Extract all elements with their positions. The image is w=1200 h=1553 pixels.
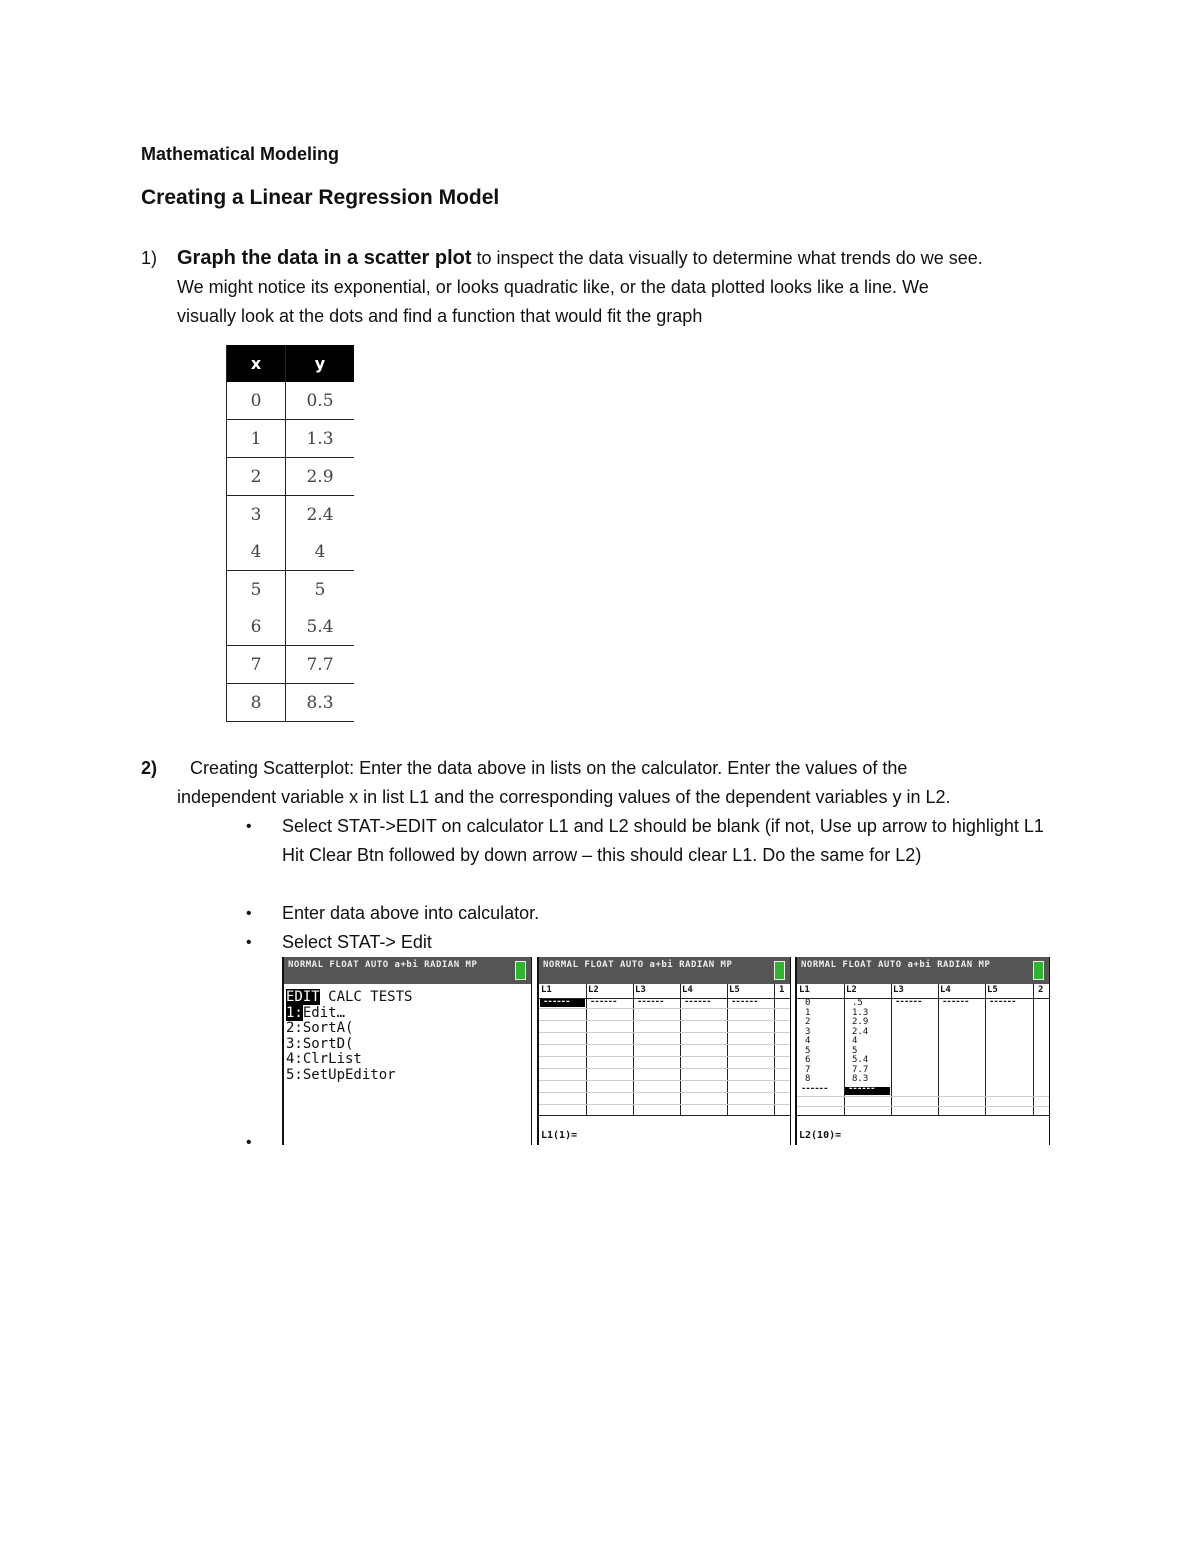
entry-line[interactable]: L1(1)= — [541, 1130, 578, 1141]
grid-line — [797, 1096, 1049, 1097]
bullet-item — [246, 812, 1066, 870]
list-cell[interactable]: 5.4 — [852, 1055, 869, 1065]
list-cell[interactable]: 4 — [852, 1036, 858, 1046]
list-end-marker: ------ — [637, 997, 664, 1007]
list-end-marker: ------ — [895, 997, 922, 1007]
step-2-line-2: independent variable x in list L1 and the corresponding values of the dependent variables y in L2. — [177, 787, 951, 807]
list-cell[interactable]: 1 — [805, 1007, 811, 1018]
bullet-item — [246, 899, 1066, 928]
column-index: 2 — [1038, 985, 1044, 995]
grid-line — [539, 1008, 790, 1009]
data-table — [226, 345, 354, 722]
list-cell[interactable]: 4 — [805, 1036, 811, 1046]
entry-line[interactable]: L2(10)= — [799, 1130, 842, 1141]
table-cell-x: 8 — [227, 684, 286, 722]
list-cell[interactable]: 2.4 — [852, 1026, 869, 1037]
table-cell-x: 5 — [227, 571, 286, 609]
table-cell-y: 4 — [314, 541, 326, 562]
menu-item-key: 1: — [286, 1004, 303, 1021]
table-row — [227, 646, 355, 684]
grid-line — [539, 1032, 790, 1033]
table-cell-y: 5 — [286, 571, 355, 609]
list-l2-values — [852, 999, 868, 1085]
calculator-screen-stat-menu — [282, 957, 532, 1145]
list-header: L1 — [799, 985, 810, 995]
calculator-status-bar — [797, 957, 1049, 984]
menu-item-label: SetUpEditor — [302, 1066, 396, 1083]
menu-item-label: Edit… — [302, 1004, 346, 1021]
menu-item-key: 4: — [286, 1051, 303, 1067]
menu-item[interactable] — [286, 1068, 529, 1084]
menu-item[interactable] — [286, 1037, 529, 1053]
bullet-icon: • — [246, 905, 252, 922]
grid-line — [539, 1068, 790, 1069]
step-1-number: 1) — [141, 248, 158, 268]
table-cell-y: 7.7 — [286, 646, 355, 684]
menu-item-label: ClrList — [302, 1051, 362, 1067]
grid-line — [797, 1115, 1049, 1116]
list-cell[interactable]: 2 — [805, 1017, 811, 1027]
battery-icon — [1033, 961, 1044, 980]
table-cell-y: 2.4 — [286, 496, 355, 534]
table-row — [227, 684, 355, 722]
list-cell[interactable]: 1.3 — [852, 1007, 869, 1018]
menu-item-label: SortA( — [302, 1020, 354, 1036]
step-1-line-2: We might notice its exponential, or looks quadratic like, or the data plotted looks like a line. We — [177, 277, 929, 297]
step-1-text: to inspect the data visually to determine what trends do we see. — [471, 248, 983, 268]
list-header: L5 — [729, 985, 740, 995]
bullet-item — [246, 928, 1066, 957]
list-cell[interactable]: 0 — [805, 998, 811, 1008]
list-end-marker: ------ — [731, 997, 758, 1007]
table-row — [227, 533, 355, 571]
grid-line — [539, 1044, 790, 1045]
menu-item-key: 2: — [286, 1020, 303, 1036]
list-header: L3 — [893, 985, 904, 995]
list-header: L2 — [846, 985, 857, 995]
table-row — [227, 458, 355, 496]
list-cell[interactable]: 7 — [805, 1064, 811, 1075]
list-cell[interactable]: 7.7 — [852, 1064, 869, 1075]
list-cell[interactable]: 2.9 — [852, 1017, 869, 1027]
table-row — [227, 608, 355, 646]
list-cell[interactable]: 8.3 — [852, 1074, 869, 1084]
column-index: 1 — [779, 985, 785, 995]
list-cell[interactable]: .5 — [852, 998, 863, 1008]
list-cell[interactable]: 6 — [805, 1055, 811, 1065]
step-1-lead: Graph the data in a scatter plot — [177, 247, 472, 269]
list-header: L1 — [541, 985, 552, 995]
bullet-icon: • — [246, 818, 252, 835]
bullet-text: Select STAT-> Edit — [282, 932, 432, 952]
grid-line — [539, 1104, 790, 1105]
bullet-text: Enter data above into calculator. — [282, 903, 540, 923]
list-header: L2 — [588, 985, 599, 995]
bullet-icon: • — [246, 1134, 252, 1151]
list-end-marker: ------ — [684, 997, 711, 1007]
list-end-marker: ------ — [590, 997, 617, 1007]
table-cell-x: 2 — [227, 458, 286, 496]
list-end-marker: ------ — [989, 997, 1016, 1007]
calculator-status-bar — [284, 957, 531, 984]
status-bar-text: NORMAL FLOAT AUTO a+bi RADIAN MP — [801, 960, 991, 970]
table-cell-x: 6 — [227, 608, 286, 646]
battery-icon — [515, 961, 526, 980]
status-bar-text: NORMAL FLOAT AUTO a+bi RADIAN MP — [543, 960, 733, 970]
tab-calc-tests[interactable]: CALC TESTS — [319, 989, 413, 1005]
step-2 — [141, 754, 1061, 812]
table-header-y: y — [286, 345, 355, 382]
bullet-text: Select STAT->EDIT on calculator L1 and L2 should be blank (if not, Use up arrow to highlight L1 Hit Clear Btn followed by down arrow – this should clear L1. Do the same for L2) — [282, 816, 1044, 865]
stat-menu-tabs — [286, 990, 529, 1006]
table-cell-y: 8.3 — [286, 684, 355, 722]
table-row — [227, 496, 355, 534]
list-cell[interactable]: 5 — [852, 1045, 858, 1056]
menu-item-key: 3: — [286, 1035, 303, 1052]
table-row — [227, 420, 355, 458]
list-header: L4 — [682, 985, 693, 995]
table-cell-x: 0 — [227, 382, 286, 420]
calculator-screen-empty-editor — [537, 957, 791, 1145]
list-end-marker: ------ — [942, 997, 969, 1007]
grid-line — [539, 1092, 790, 1093]
grid-line — [539, 1115, 790, 1116]
battery-icon — [774, 961, 785, 980]
list-header: L4 — [940, 985, 951, 995]
list-end-marker: ------ — [848, 1084, 875, 1094]
table-cell-y: 1.3 — [286, 420, 355, 458]
list-cell[interactable]: 5 — [805, 1045, 811, 1056]
step-2-number: 2) — [141, 758, 158, 778]
menu-item-label: SortD( — [302, 1035, 354, 1052]
list-header: L3 — [635, 985, 646, 995]
menu-item[interactable] — [286, 1021, 529, 1037]
grid-line — [539, 1080, 790, 1081]
list-editor-grid — [539, 984, 790, 1116]
table-cell-x: 7 — [227, 646, 286, 684]
status-bar-text: NORMAL FLOAT AUTO a+bi RADIAN MP — [288, 960, 478, 970]
table-cell-y: 2.9 — [286, 458, 355, 496]
menu-item[interactable] — [286, 1006, 529, 1022]
table-row — [227, 571, 355, 609]
grid-line — [797, 1106, 1049, 1107]
course-title: Mathematical Modeling — [141, 144, 340, 164]
menu-item[interactable] — [286, 1052, 529, 1068]
list-cell[interactable]: 3 — [805, 1026, 811, 1037]
step-1-line-3: visually look at the dots and find a function that would fit the graph — [177, 306, 703, 326]
grid-line — [539, 1020, 790, 1021]
grid-line — [539, 1056, 790, 1057]
list-cell[interactable]: 8 — [805, 1074, 811, 1084]
list-l1-values — [805, 999, 810, 1085]
stat-menu — [284, 984, 531, 1083]
calculator-status-bar — [539, 957, 790, 984]
list-header: L5 — [987, 985, 998, 995]
table-cell-x: 1 — [227, 420, 286, 458]
step-1 — [141, 244, 1061, 331]
bullet-icon: • — [246, 934, 252, 951]
table-row — [227, 382, 355, 420]
tab-edit[interactable]: EDIT — [286, 989, 320, 1005]
table-header-x: x — [227, 345, 286, 382]
list-end-marker: ------ — [801, 1084, 828, 1094]
step-2-line-1: Creating Scatterplot: Enter the data above in lists on the calculator. Enter the values of the — [185, 758, 908, 778]
table-cell-y: 0.5 — [306, 390, 334, 411]
table-cell-x: 3 — [227, 496, 286, 534]
page-title: Creating a Linear Regression Model — [141, 186, 500, 209]
list-end-marker: ------ — [543, 997, 570, 1007]
table-cell-x: 4 — [227, 533, 286, 571]
list-editor-grid — [797, 984, 1049, 1116]
menu-item-key: 5: — [286, 1066, 303, 1083]
table-cell-y: 5.4 — [306, 616, 334, 637]
calculator-screen-filled-editor — [795, 957, 1050, 1145]
